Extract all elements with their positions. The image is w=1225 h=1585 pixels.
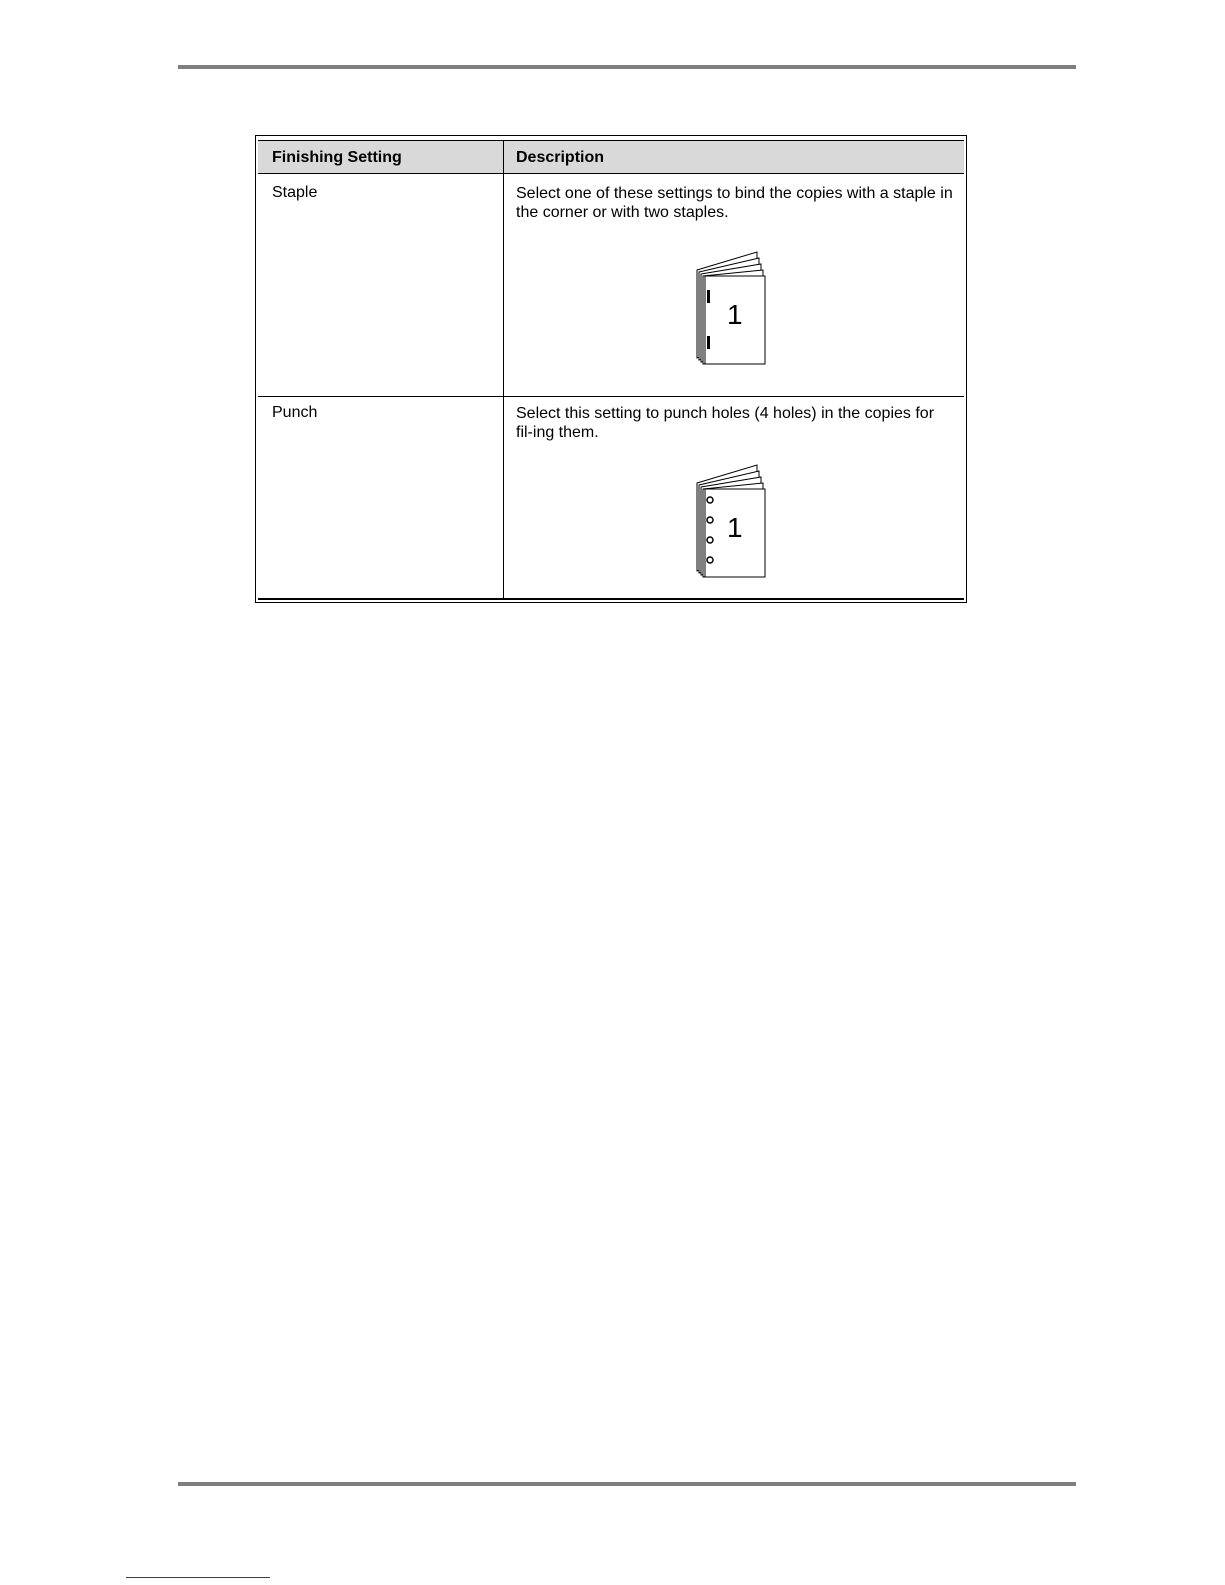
punched-booklet-icon	[695, 463, 771, 584]
setting-name-staple: Staple	[272, 184, 318, 201]
svg-text:1: 1	[727, 512, 743, 543]
header-rule	[178, 65, 1076, 69]
footer-rule	[178, 1482, 1076, 1486]
setting-description-punch: Select this setting to punch holes (4 holes) in the copies for fil-ing them.	[516, 405, 935, 441]
setting-description-staple: Select one of these settings to bind the copies with a staple in the corner or with two staples.	[516, 185, 953, 221]
row-divider	[258, 396, 964, 397]
column-divider	[503, 140, 504, 600]
stapled-booklet-icon	[695, 250, 771, 371]
header-finishing-setting: Finishing Setting	[272, 149, 402, 166]
finishing-settings-table	[255, 135, 967, 603]
footer-link-underline[interactable]	[126, 1577, 270, 1579]
svg-text:1: 1	[727, 299, 743, 330]
setting-name-punch: Punch	[272, 404, 318, 421]
table-bottom-border	[258, 598, 964, 600]
header-description: Description	[516, 149, 605, 166]
table-header	[258, 140, 964, 174]
